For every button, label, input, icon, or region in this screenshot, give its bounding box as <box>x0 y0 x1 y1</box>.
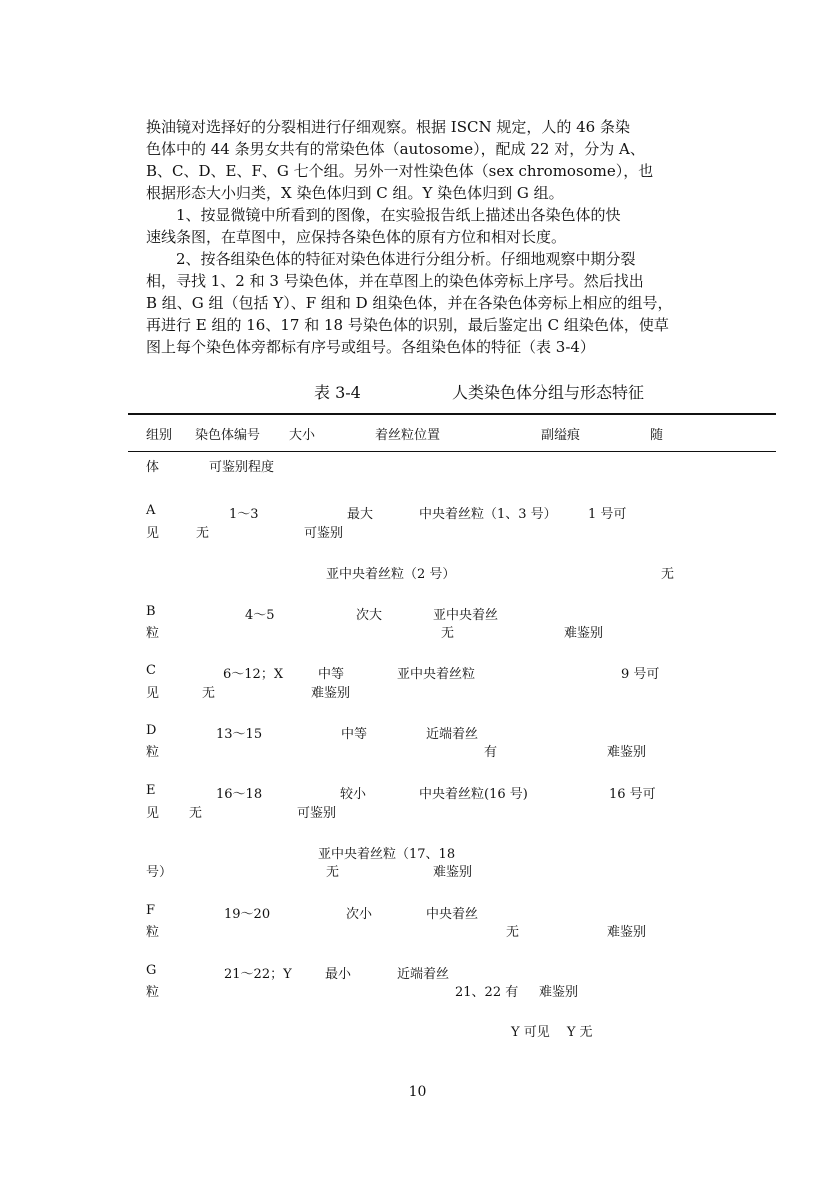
header-group: 组别 <box>146 428 173 443</box>
row-d-identifiable: 难鉴别 <box>607 745 647 760</box>
row-a-cont: 见 <box>146 526 160 541</box>
header-size: 大小 <box>289 428 316 443</box>
header-centromere: 着丝粒位置 <box>375 428 441 443</box>
text-line: 色体中的 44 条男女共有的常染色体（autosome），配成 22 对，分为 A、 <box>146 140 645 158</box>
table-header-rule <box>128 451 776 452</box>
page-number: 10 <box>408 1084 427 1100</box>
row-f-group: F <box>146 903 156 918</box>
row-a-extra-value: 无 <box>661 567 675 582</box>
row-e-extra-centromere: 亚中央着丝粒（17、18 <box>318 847 456 862</box>
text-line: 再进行 E 组的 16、17 和 18 号染色体的识别，最后鉴定出 C 组染色体，使草 <box>146 316 669 334</box>
row-a-extra-centromere: 亚中央着丝粒（2 号） <box>326 567 456 582</box>
row-b-size: 次大 <box>356 608 383 623</box>
row-e-satellite: 无 <box>189 806 203 821</box>
row-a-identifiable: 可鉴别 <box>304 526 344 541</box>
row-d-size: 中等 <box>341 727 368 742</box>
table-top-rule <box>128 413 776 415</box>
row-a-satellite: 无 <box>196 526 210 541</box>
row-d-numbers: 13～15 <box>216 727 263 742</box>
row-b-numbers: 4～5 <box>245 608 275 623</box>
row-f-identifiable: 难鉴别 <box>607 925 647 940</box>
paragraph-step-1 <box>146 204 691 248</box>
header-identifiable: 可鉴别程度 <box>209 460 275 475</box>
row-a-numbers: 1～3 <box>229 507 259 522</box>
text-line: 换油镜对选择好的分裂相进行仔细观察。根据 ISCN 规定，人的 46 条染 <box>146 118 630 136</box>
row-b-constriction: 无 <box>441 626 455 641</box>
row-a-size: 最大 <box>347 507 374 522</box>
row-f-cont: 粒 <box>146 925 160 940</box>
row-c-satellite: 无 <box>202 686 216 701</box>
row-g-satellite: 21、22 有 <box>455 985 519 1000</box>
row-a-constriction: 1 号可 <box>588 507 627 522</box>
row-g-group: G <box>146 963 157 978</box>
row-f-satellite: 无 <box>506 925 520 940</box>
text-line: 根据形态大小归类，X 染色体归到 C 组。Y 染色体归到 G 组。 <box>146 184 564 202</box>
text-line: B、C、D、E、F、G 七个组。另外一对性染色体（sex chromosome），也 <box>146 162 654 180</box>
row-e-size: 较小 <box>340 787 367 802</box>
row-e-identifiable: 可鉴别 <box>297 806 337 821</box>
row-g-cont: 粒 <box>146 985 160 1000</box>
row-c-centromere: 亚中央着丝粒 <box>397 667 476 682</box>
text-line: 相，寻找 1、2 和 3 号染色体，并在草图上的染色体旁标上序号。然后找出 <box>146 272 644 290</box>
row-d-satellite: 有 <box>484 745 498 760</box>
paragraph-step-2 <box>146 248 691 358</box>
row-a-centromere: 中央着丝粒（1、3 号） <box>419 507 557 522</box>
row-d-cont: 粒 <box>146 745 160 760</box>
row-e-group: E <box>146 783 156 798</box>
row-e-constriction: 16 号可 <box>609 787 656 802</box>
row-f-numbers: 19～20 <box>224 907 271 922</box>
table-number: 表 3-4 <box>314 383 361 402</box>
row-g-identifiable: 难鉴别 <box>539 985 579 1000</box>
row-e-numbers: 16～18 <box>216 787 263 802</box>
row-c-numbers: 6～12；X <box>223 667 284 682</box>
row-c-cont: 见 <box>146 686 160 701</box>
row-e-centromere: 中央着丝粒(16 号) <box>419 787 528 802</box>
row-e-cont: 见 <box>146 806 160 821</box>
row-b-centromere: 亚中央着丝 <box>433 608 499 623</box>
row-f-centromere: 中央着丝 <box>426 907 479 922</box>
row-c-constriction: 9 号可 <box>621 667 660 682</box>
row-a-group: A <box>146 503 156 518</box>
row-e-extra-cont: 号） <box>146 865 173 880</box>
row-b-group: B <box>146 604 156 619</box>
row-b-identifiable: 难鉴别 <box>564 626 604 641</box>
text-line: B 组、G 组（包括 Y）、F 组和 D 组染色体，并在各染色体旁标上相应的组号， <box>146 294 673 312</box>
row-g-numbers: 21～22；Y <box>224 967 292 982</box>
row-e-extra-identifiable: 难鉴别 <box>433 865 473 880</box>
header-satellite: 随 <box>650 428 664 443</box>
text-line: 速线条图，在草图中，应保持各染色体的原有方位和相对长度。 <box>146 228 567 246</box>
text-line: 图上每个染色体旁都标有序号或组号。各组染色体的特征（表 3-4） <box>146 338 595 356</box>
row-d-group: D <box>146 723 157 738</box>
row-d-centromere: 近端着丝 <box>426 727 479 742</box>
row-g-size: 最小 <box>325 967 352 982</box>
row-g-centromere: 近端着丝 <box>397 967 450 982</box>
text-line: 2、按各组染色体的特征对染色体进行分组分析。仔细地观察中期分裂 <box>146 250 636 268</box>
table-title: 人类染色体分组与形态特征 <box>452 383 645 402</box>
row-f-size: 次小 <box>346 907 373 922</box>
header-satellite-cont: 体 <box>146 460 160 475</box>
row-g-extra: Y 可见 Y 无 <box>511 1025 593 1040</box>
row-b-cont: 粒 <box>146 626 160 641</box>
header-constriction: 副缢痕 <box>541 428 581 443</box>
row-c-identifiable: 难鉴别 <box>311 686 351 701</box>
row-c-group: C <box>146 663 156 678</box>
text-line: 1、按显微镜中所看到的图像，在实验报告纸上描述出各染色体的快 <box>146 206 621 224</box>
row-c-size: 中等 <box>318 667 345 682</box>
header-numbering: 染色体编号 <box>195 428 261 443</box>
paragraph-intro <box>146 116 691 204</box>
row-e-extra-satellite: 无 <box>326 865 340 880</box>
